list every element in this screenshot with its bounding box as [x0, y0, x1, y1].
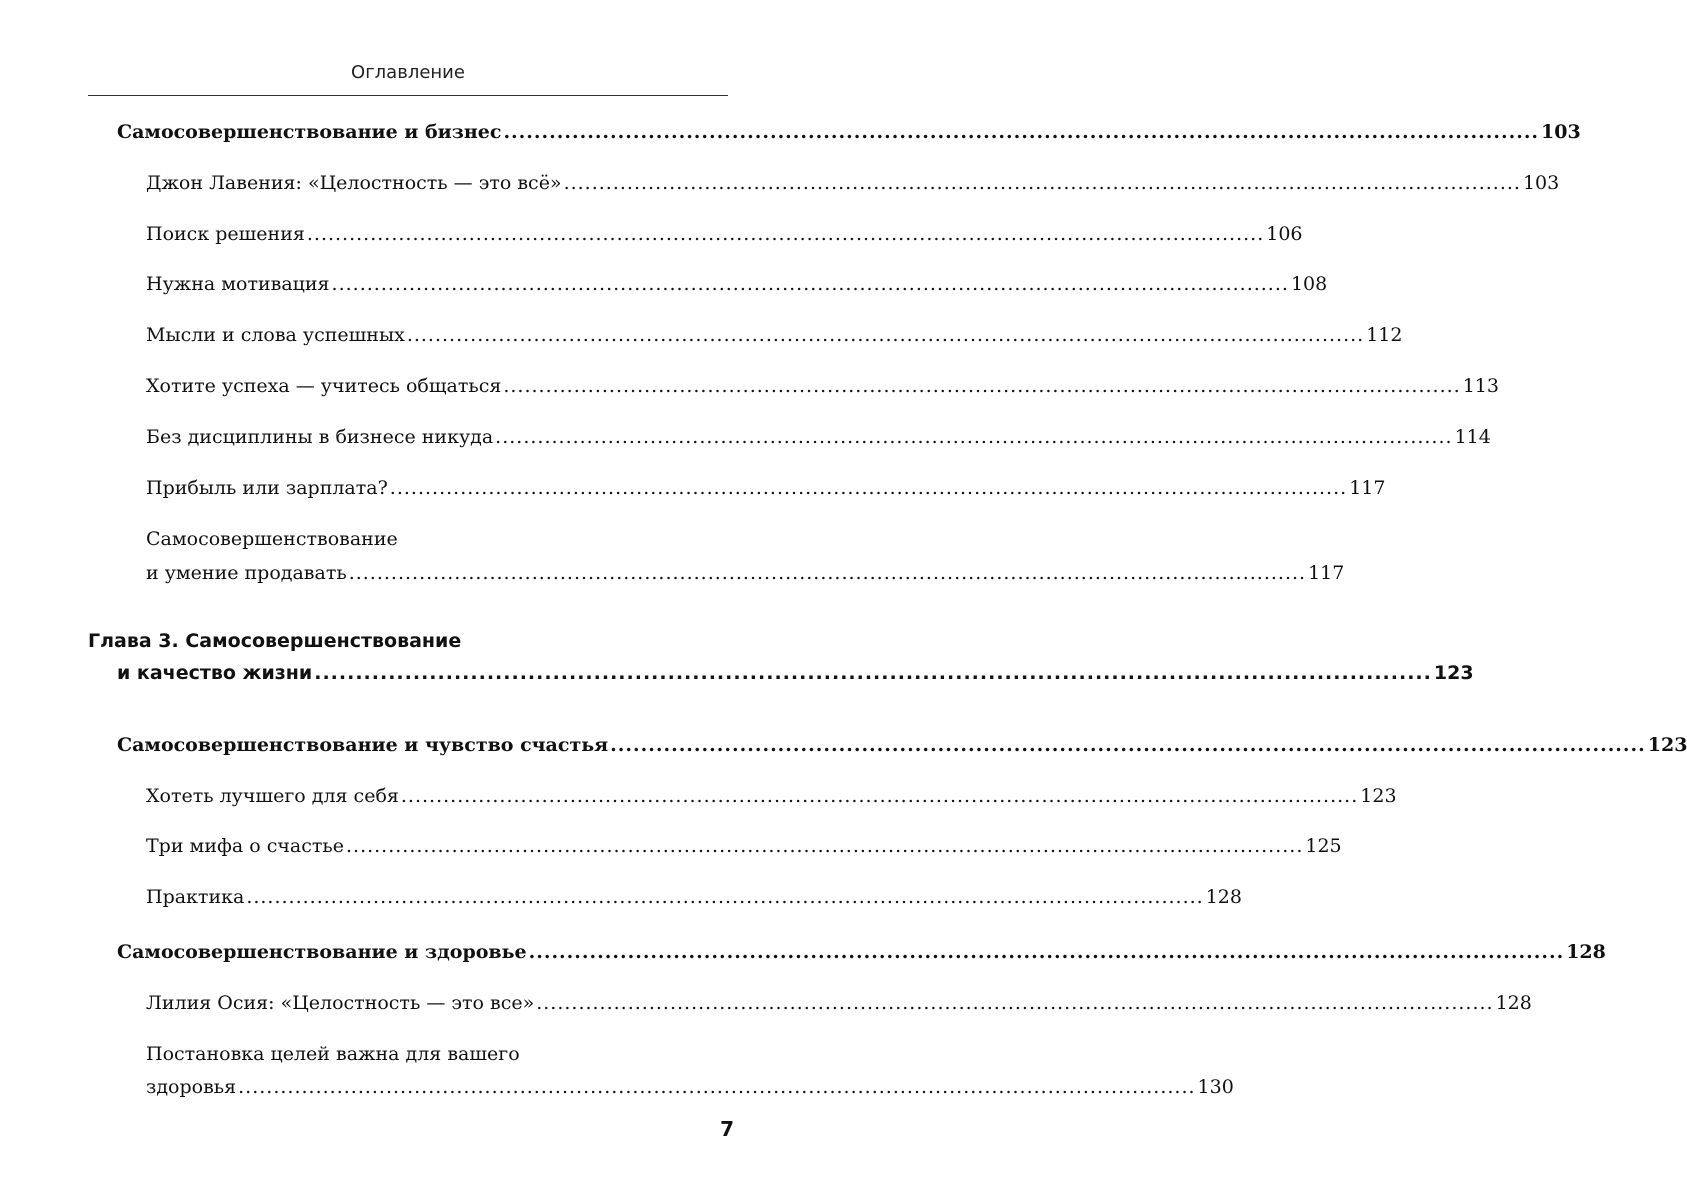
- toc-title: Прибыль или зарплата?: [146, 477, 388, 499]
- toc-title: Три мифа о счастье: [146, 835, 344, 857]
- running-header: Оглавление: [351, 62, 465, 83]
- toc-page: 117: [1349, 477, 1386, 499]
- dot-leader: ........................................................................................................................................: [348, 562, 1307, 584]
- toc-section-business[interactable]: [117, 116, 1581, 148]
- toc-chapter[interactable]: [117, 657, 1474, 689]
- dot-leader: ........................................................................................................................................: [306, 223, 1265, 245]
- toc-item[interactable]: [146, 421, 1491, 453]
- dot-leader: ........................................................................................................................................: [389, 477, 1348, 499]
- toc-page: 117: [1308, 562, 1345, 584]
- toc-section-health[interactable]: [117, 936, 1606, 968]
- toc-item[interactable]: [146, 218, 1303, 250]
- dot-leader: ........................................................................................................................................: [563, 172, 1521, 194]
- toc-item-title-line1[interactable]: Самосовершенствование: [146, 528, 398, 550]
- toc-title: Самосовершенствование и здоровье: [117, 941, 527, 963]
- page-number: 7: [720, 1117, 734, 1141]
- dot-leader: ........................................................................................................................................: [536, 992, 1494, 1014]
- toc-title: Лилия Осия: «Целостность — это все»: [146, 992, 535, 1014]
- toc-page: 123: [1360, 785, 1397, 807]
- toc-title: Поиск решения: [146, 223, 305, 245]
- toc-title: Хотите успеха — учитесь общаться: [146, 375, 502, 397]
- toc-page: 128: [1566, 941, 1606, 963]
- dot-leader: ........................................................................................................................................: [400, 785, 1359, 807]
- dot-leader: ........................................................................................................................................: [314, 662, 1432, 684]
- toc-title: Самосовершенствование и чувство счастья: [117, 734, 609, 756]
- toc-item[interactable]: [146, 557, 1345, 589]
- dot-leader: ........................................................................................................................................: [610, 734, 1646, 756]
- header-rule: [88, 95, 728, 96]
- toc-item[interactable]: [146, 1071, 1234, 1103]
- toc-title: Мысли и слова успешных: [146, 324, 405, 346]
- dot-leader: ........................................................................................................................................: [238, 1076, 1196, 1098]
- toc-item[interactable]: [146, 472, 1386, 504]
- toc-title: Нужна мотивация: [146, 273, 330, 295]
- toc-page: 106: [1266, 223, 1303, 245]
- toc-item[interactable]: [146, 881, 1242, 913]
- dot-leader: ........................................................................................................................................: [503, 121, 1540, 143]
- toc-page: 113: [1462, 375, 1499, 397]
- toc-page: 112: [1366, 324, 1403, 346]
- dot-leader: ........................................................................................................................................: [495, 426, 1453, 448]
- toc-page: 123: [1433, 662, 1474, 684]
- toc-chapter-title-line1[interactable]: Глава 3. Самосовершенствование: [88, 630, 462, 652]
- toc-title: Практика: [146, 886, 245, 908]
- toc-page: 130: [1197, 1076, 1234, 1098]
- toc-page: 114: [1454, 426, 1491, 448]
- toc-page: 103: [1541, 121, 1581, 143]
- toc-item[interactable]: [146, 780, 1397, 812]
- dot-leader: ........................................................................................................................................: [246, 886, 1204, 908]
- dot-leader: ........................................................................................................................................: [503, 375, 1461, 397]
- toc-page: 123: [1647, 734, 1687, 756]
- toc-item[interactable]: [146, 268, 1328, 300]
- toc-section-happiness[interactable]: [117, 729, 1687, 761]
- toc-item[interactable]: [146, 987, 1532, 1019]
- dot-leader: ........................................................................................................................................: [528, 941, 1565, 963]
- dot-leader: ........................................................................................................................................: [345, 835, 1304, 857]
- toc-item[interactable]: [146, 167, 1560, 199]
- toc-page: 128: [1495, 992, 1532, 1014]
- toc-title: здоровья: [146, 1076, 237, 1098]
- toc-title: Джон Лавения: «Целостность — это всё»: [146, 172, 562, 194]
- toc-item[interactable]: [146, 319, 1403, 351]
- toc-title: Без дисциплины в бизнесе никуда: [146, 426, 494, 448]
- dot-leader: ........................................................................................................................................: [331, 273, 1289, 295]
- toc-title: и умение продавать: [146, 562, 347, 584]
- toc-title: Хотеть лучшего для себя: [146, 785, 399, 807]
- toc-title: Самосовершенствование и бизнес: [117, 121, 502, 143]
- toc-page: 108: [1290, 273, 1328, 295]
- toc-item[interactable]: [146, 830, 1342, 862]
- toc-page: 103: [1522, 172, 1560, 194]
- toc-title: и качество жизни: [117, 662, 313, 684]
- toc-item-title-line1[interactable]: Постановка целей важна для вашего: [146, 1043, 520, 1065]
- toc-page: 128: [1205, 886, 1242, 908]
- toc-page: 125: [1305, 835, 1342, 857]
- toc-item[interactable]: [146, 370, 1499, 402]
- dot-leader: ........................................................................................................................................: [406, 324, 1365, 346]
